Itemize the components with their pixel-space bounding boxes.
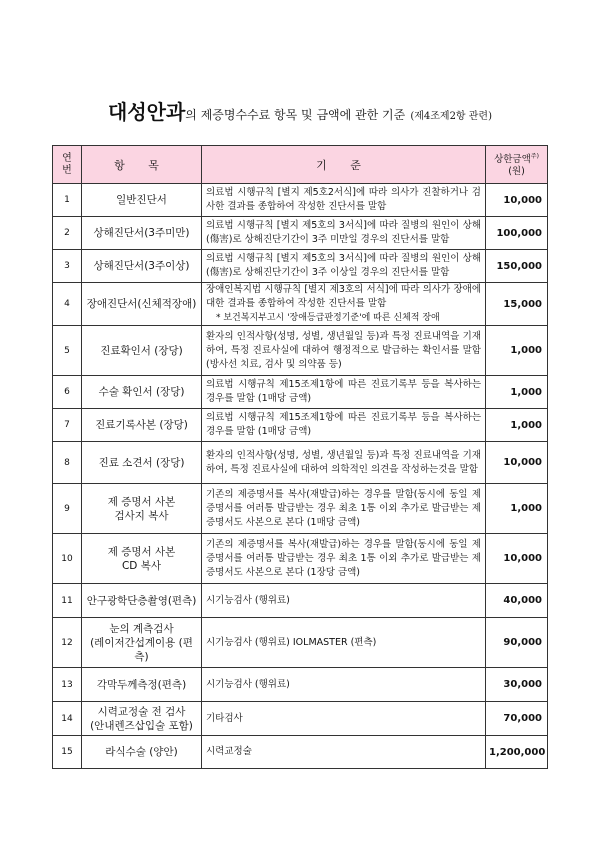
item-name-line: 장애진단서(신체적장애) xyxy=(86,298,197,310)
row-number: 10 xyxy=(53,534,82,584)
row-number: 5 xyxy=(53,326,82,376)
item-name-line: 진료확인서 (장당) xyxy=(100,344,183,357)
table-row xyxy=(53,409,548,442)
row-item-name xyxy=(82,376,202,409)
clinic-name: 대성안과 xyxy=(108,100,186,124)
row-item-name xyxy=(82,442,202,484)
row-criteria xyxy=(202,584,486,618)
row-amount: 10,000 xyxy=(486,534,548,584)
row-item-name xyxy=(82,484,202,534)
criteria-text: 의료법 시행규칙 [별지 제5호의 3서식]에 따라 질병의 원인이 상해(傷害)로 상해진단기간이 3주 이상일 경우의 진단서를 말함 xyxy=(206,253,481,278)
criteria-text: 의료법 시행규칙 [별지 제5호2서식]에 따라 의사가 진찰하거나 검사한 결과를 종합하여 작성한 진단서를 말함 xyxy=(206,187,481,212)
criteria-text: 시기능검사 (행위료) xyxy=(206,678,290,690)
table-row xyxy=(53,283,548,326)
row-criteria xyxy=(202,618,486,668)
item-name-line: (레이저간섭계이용 (편측) xyxy=(90,636,193,663)
row-number: 14 xyxy=(53,702,82,736)
row-criteria xyxy=(202,534,486,584)
row-amount: 1,000 xyxy=(486,376,548,409)
criteria-text: 의료법 시행규칙 제15조제1항에 따른 진료기록부 등을 복사하는 경우를 말함 (1매당 금액) xyxy=(206,379,481,404)
row-number: 3 xyxy=(53,250,82,283)
row-criteria xyxy=(202,184,486,217)
table-row xyxy=(53,376,548,409)
item-name-line: CD 복사 xyxy=(121,559,162,572)
row-amount: 10,000 xyxy=(486,184,548,217)
title-subject: 의 제증명수수료 항목 및 금액에 관한 기준 xyxy=(185,108,406,122)
row-item-name xyxy=(82,702,202,736)
item-name-line: 진료기록사본 (장당) xyxy=(95,419,188,431)
item-name-line: 시력교정술 전 검사 xyxy=(97,705,186,718)
row-item-name xyxy=(82,736,202,769)
row-number: 6 xyxy=(53,376,82,409)
criteria-text: 의료법 시행규칙 제15조제1항에 따른 진료기록부 등을 복사하는 경우를 말함 (1매당 금액) xyxy=(206,412,481,437)
criteria-text: 의료법 시행규칙 [별지 제5호의 3서식]에 따라 질병의 원인이 상해(傷害)로 상해진단기간이 3주 미만일 경우의 진단서를 말함 xyxy=(206,220,481,245)
row-amount: 40,000 xyxy=(486,584,548,618)
item-name-line: 수술 확인서 (장당) xyxy=(98,386,185,398)
item-name-line: 눈의 계측검사 xyxy=(109,622,174,635)
row-criteria xyxy=(202,326,486,376)
row-item-name xyxy=(82,250,202,283)
table-row xyxy=(53,442,548,484)
row-criteria xyxy=(202,702,486,736)
row-amount: 1,200,000 xyxy=(486,736,548,769)
row-amount: 15,000 xyxy=(486,283,548,326)
row-amount: 10,000 xyxy=(486,442,548,484)
row-item-name xyxy=(82,584,202,618)
row-amount: 1,000 xyxy=(486,326,548,376)
row-criteria xyxy=(202,668,486,702)
table-row xyxy=(53,736,548,769)
item-name-line: 일반진단서 xyxy=(116,194,167,206)
table-row xyxy=(53,484,548,534)
row-item-name xyxy=(82,184,202,217)
item-name-line: (안내렌즈삽입술 포함) xyxy=(90,719,193,732)
item-name-line: 검사지 복사 xyxy=(114,509,169,522)
row-number: 13 xyxy=(53,668,82,702)
row-criteria xyxy=(202,376,486,409)
header-number: 연 번 xyxy=(53,146,82,184)
table-row xyxy=(53,250,548,283)
row-item-name xyxy=(82,668,202,702)
table-row xyxy=(53,184,548,217)
row-amount: 100,000 xyxy=(486,217,548,250)
item-name-line: 상해진단서(3주이상) xyxy=(93,260,190,272)
row-amount: 70,000 xyxy=(486,702,548,736)
header-criteria: 기 준 xyxy=(202,146,486,184)
criteria-text: 기존의 제증명서를 복사(재발급)하는 경우를 말함(동시에 동일 제증명서를 여러통 발급받는 경우 최초 1통 이외 추가로 발급받는 제증명서도 사본으로 본다 (1장당 금액) xyxy=(206,538,481,578)
item-name-line: 제 증명서 사본 xyxy=(107,545,176,558)
table-row xyxy=(53,618,548,668)
row-item-name xyxy=(82,217,202,250)
criteria-text: 환자의 인적사항(성명, 성별, 생년월일 등)과 특정 진료내역을 기재하여, 특정 진료사실에 대하여 의학적인 의견을 작성하는것을 말함 xyxy=(206,449,481,475)
row-number: 7 xyxy=(53,409,82,442)
row-number: 8 xyxy=(53,442,82,484)
row-number: 1 xyxy=(53,184,82,217)
row-criteria xyxy=(202,250,486,283)
criteria-text: 환자의 인적사항(성명, 성별, 생년월일 등)과 특정 진료내역을 기재하여, 특정 진료사실에 대하여 행정적으로 발급하는 확인서를 말함(방사선 치료, 검사 및 의약품 등) xyxy=(206,330,481,370)
row-number: 11 xyxy=(53,584,82,618)
criteria-note: * 보건복지부고시 '장애등급판정기준'에 따른 신체적 장애 xyxy=(216,313,440,323)
row-amount: 90,000 xyxy=(486,618,548,668)
row-number: 12 xyxy=(53,618,82,668)
item-name-line: 각막두께측정(편측) xyxy=(96,678,187,691)
criteria-text: 장애인복지법 시행규칙 [별지 제3호의 서식]에 따라 의사가 장애에 대한 결과를 종합하여 작성한 진단서를 말함 xyxy=(206,284,481,309)
title-note: (제4조제2항 관련) xyxy=(410,111,492,122)
row-item-name xyxy=(82,326,202,376)
row-amount: 30,000 xyxy=(486,668,548,702)
table-header-row xyxy=(53,146,548,184)
header-amount: 상한금액$^{주)}$ (원) xyxy=(486,146,548,184)
row-amount: 1,000 xyxy=(486,484,548,534)
row-criteria xyxy=(202,442,486,484)
table-row xyxy=(53,326,548,376)
row-number: 9 xyxy=(53,484,82,534)
table-body xyxy=(53,184,548,769)
row-criteria xyxy=(202,409,486,442)
row-number: 4 xyxy=(53,283,82,326)
criteria-text: 기타검사 xyxy=(206,712,243,724)
row-item-name xyxy=(82,283,202,326)
table-row xyxy=(53,534,548,584)
row-criteria xyxy=(202,736,486,769)
criteria-text: 시력교정술 xyxy=(206,746,252,757)
row-criteria xyxy=(202,283,486,326)
item-name-line: 진료 소견서 (장당) xyxy=(98,456,185,469)
table-row xyxy=(53,584,548,618)
document-title xyxy=(0,96,600,125)
criteria-text: 시기능검사 (행위료) IOLMASTER (편측) xyxy=(206,636,377,648)
row-item-name xyxy=(82,409,202,442)
table-row xyxy=(53,668,548,702)
row-item-name xyxy=(82,534,202,584)
fee-table xyxy=(52,145,548,769)
table-row xyxy=(53,702,548,736)
row-amount: 150,000 xyxy=(486,250,548,283)
row-criteria xyxy=(202,484,486,534)
row-item-name xyxy=(82,618,202,668)
criteria-text: 시기능검사 (행위료) xyxy=(206,594,290,606)
row-number: 2 xyxy=(53,217,82,250)
row-number: 15 xyxy=(53,736,82,769)
row-amount: 1,000 xyxy=(486,409,548,442)
table-row xyxy=(53,217,548,250)
criteria-text: 기존의 제증명서를 복사(재발급)하는 경우를 말함(동시에 동일 제증명서를 여러통 발급받는 경우 최초 1통 이외 추가로 발급받는 제증명서도 사본으로 본다 (1매당 금액) xyxy=(206,488,481,528)
row-criteria xyxy=(202,217,486,250)
header-item: 항 목 xyxy=(82,146,202,184)
item-name-line: 상해진단서(3주미만) xyxy=(93,227,190,239)
item-name-line: 라식수술 (양안) xyxy=(105,746,178,758)
item-name-line: 안구광학단층촬영(편측) xyxy=(86,594,197,607)
item-name-line: 제 증명서 사본 xyxy=(107,495,176,508)
